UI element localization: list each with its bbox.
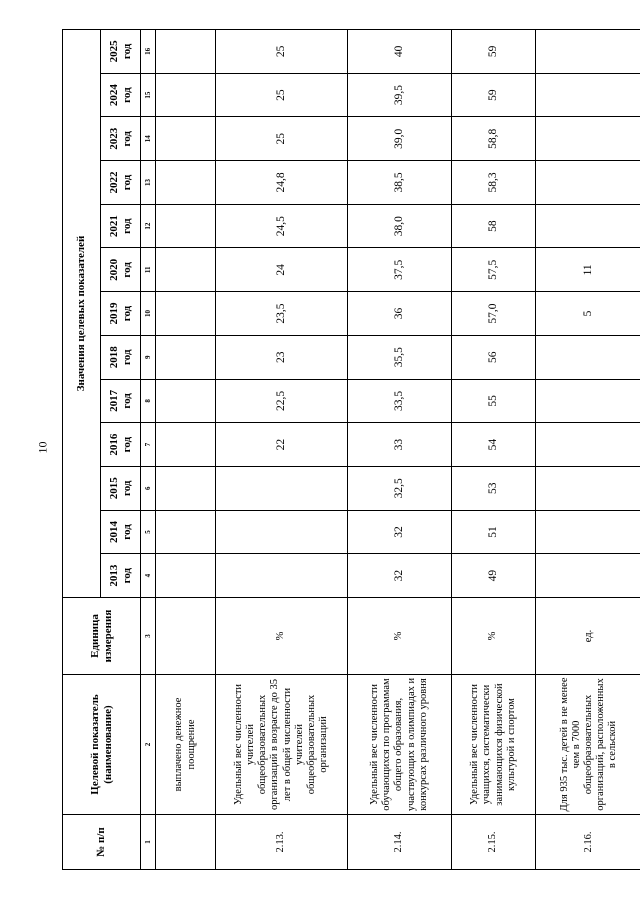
value-cell: 11 xyxy=(536,248,640,292)
header-unit: Единица измерения xyxy=(63,598,141,675)
table-row xyxy=(348,29,452,869)
value-cell xyxy=(536,554,640,598)
value-cell: 25 xyxy=(216,117,348,161)
row-number: 2.13. xyxy=(216,815,348,870)
value-cell: 23,5 xyxy=(216,292,348,336)
value-cell: 22,5 xyxy=(216,379,348,423)
row-number: 2.14. xyxy=(348,815,452,870)
table-row xyxy=(216,29,348,869)
value-cell xyxy=(156,510,216,554)
indicator-name: Удельный вес численности обучающихся по программам общего образования, участвующих в олимпиадах и конкурсах различного уровня xyxy=(348,675,452,815)
value-cell: 58 xyxy=(452,204,536,248)
value-cell xyxy=(156,466,216,510)
header-year: 2016 год xyxy=(101,423,141,467)
header-year: 2025 год xyxy=(101,29,141,73)
column-index-row xyxy=(141,29,156,869)
column-index-cell: 8 xyxy=(141,379,156,423)
value-cell: 39,0 xyxy=(348,117,452,161)
value-cell: 49 xyxy=(452,554,536,598)
column-index-cell: 14 xyxy=(141,117,156,161)
value-cell: 39,5 xyxy=(348,73,452,117)
value-cell: 33 xyxy=(348,423,452,467)
value-cell: 54 xyxy=(452,423,536,467)
value-cell xyxy=(156,204,216,248)
value-cell: 36 xyxy=(348,292,452,336)
column-index-cell: 4 xyxy=(141,554,156,598)
column-index-cell: 13 xyxy=(141,161,156,205)
value-cell xyxy=(216,466,348,510)
header-year: 2021 год xyxy=(101,204,141,248)
column-index-cell: 3 xyxy=(141,598,156,675)
value-cell xyxy=(156,29,216,73)
value-cell xyxy=(536,117,640,161)
header-year: 2015 год xyxy=(101,466,141,510)
header-year: 2023 год xyxy=(101,117,141,161)
value-cell: 5 xyxy=(536,292,640,336)
column-index-cell: 2 xyxy=(141,675,156,815)
column-index-cell: 5 xyxy=(141,510,156,554)
value-cell xyxy=(536,73,640,117)
column-index-cell: 9 xyxy=(141,335,156,379)
value-cell: 57,0 xyxy=(452,292,536,336)
value-cell xyxy=(536,379,640,423)
value-cell: 51 xyxy=(452,510,536,554)
row-number: 2.16. xyxy=(536,815,640,870)
header-num: № п/п xyxy=(63,815,141,870)
value-cell: 57,5 xyxy=(452,248,536,292)
value-cell: 24,5 xyxy=(216,204,348,248)
value-cell: 40 xyxy=(348,29,452,73)
header-year: 2014 год xyxy=(101,510,141,554)
table-row xyxy=(536,29,640,869)
value-cell xyxy=(156,335,216,379)
value-cell: 59 xyxy=(452,29,536,73)
value-cell: 53 xyxy=(452,466,536,510)
value-cell: 25 xyxy=(216,29,348,73)
unit-of-measure: % xyxy=(452,598,536,675)
value-cell: 32,5 xyxy=(348,466,452,510)
value-cell xyxy=(156,117,216,161)
value-cell: 59 xyxy=(452,73,536,117)
value-cell xyxy=(156,554,216,598)
indicator-name: выплачено денежное поощрение xyxy=(156,675,216,815)
header-year: 2019 год xyxy=(101,292,141,336)
value-cell xyxy=(156,379,216,423)
rotated-table-container xyxy=(62,30,637,870)
column-index-cell: 1 xyxy=(141,815,156,870)
value-cell xyxy=(156,73,216,117)
value-cell xyxy=(536,423,640,467)
column-index-cell: 15 xyxy=(141,73,156,117)
value-cell xyxy=(536,510,640,554)
column-index-cell: 6 xyxy=(141,466,156,510)
value-cell: 58,8 xyxy=(452,117,536,161)
unit-of-measure: % xyxy=(216,598,348,675)
column-index-cell: 7 xyxy=(141,423,156,467)
value-cell xyxy=(536,29,640,73)
value-cell xyxy=(156,161,216,205)
header-year: 2024 год xyxy=(101,73,141,117)
value-cell: 38,5 xyxy=(348,161,452,205)
value-cell: 58,3 xyxy=(452,161,536,205)
header-year: 2017 год xyxy=(101,379,141,423)
column-index-cell: 10 xyxy=(141,292,156,336)
indicator-name: Для 935 тыс. детей в не менее чем в 7000 общеобразовательных организаций, расположенных в сельской xyxy=(536,675,640,815)
value-cell: 24 xyxy=(216,248,348,292)
value-cell: 37,5 xyxy=(348,248,452,292)
value-cell xyxy=(536,466,640,510)
value-cell: 32 xyxy=(348,554,452,598)
value-cell: 24,8 xyxy=(216,161,348,205)
value-cell: 25 xyxy=(216,73,348,117)
unit-of-measure: ед. xyxy=(536,598,640,675)
column-index-cell: 16 xyxy=(141,29,156,73)
value-cell xyxy=(216,510,348,554)
indicator-name: Удельный вес численности учащихся, систематически занимающихся физической культурой и спортом xyxy=(452,675,536,815)
page-number: 10 xyxy=(35,441,50,454)
table-row xyxy=(452,29,536,869)
value-cell xyxy=(216,554,348,598)
value-cell: 55 xyxy=(452,379,536,423)
row-number xyxy=(156,815,216,870)
value-cell: 22 xyxy=(216,423,348,467)
value-cell: 32 xyxy=(348,510,452,554)
row-number: 2.15. xyxy=(452,815,536,870)
value-cell: 56 xyxy=(452,335,536,379)
header-year: 2022 год xyxy=(101,161,141,205)
value-cell: 38,0 xyxy=(348,204,452,248)
table-row xyxy=(156,29,216,869)
value-cell xyxy=(156,292,216,336)
column-index-cell: 12 xyxy=(141,204,156,248)
value-cell xyxy=(156,248,216,292)
value-cell xyxy=(156,423,216,467)
value-cell: 35,5 xyxy=(348,335,452,379)
header-name: Целевой показатель (наименование) xyxy=(63,675,141,815)
value-cell xyxy=(536,161,640,205)
header-year: 2020 год xyxy=(101,248,141,292)
column-index-cell: 11 xyxy=(141,248,156,292)
value-cell: 33,5 xyxy=(348,379,452,423)
header-year: 2013 год xyxy=(101,554,141,598)
targets-table xyxy=(62,29,640,870)
indicator-name: Удельный вес численности учителей общеобразовательных организаций в возрасте до 35 лет в общей численности учителей общеобразовательных организаций xyxy=(216,675,348,815)
unit-of-measure: % xyxy=(348,598,452,675)
value-cell: 23 xyxy=(216,335,348,379)
value-cell xyxy=(536,204,640,248)
value-cell xyxy=(536,335,640,379)
unit-of-measure xyxy=(156,598,216,675)
header-year: 2018 год xyxy=(101,335,141,379)
header-values-group: Значения целевых показателей xyxy=(63,29,101,597)
